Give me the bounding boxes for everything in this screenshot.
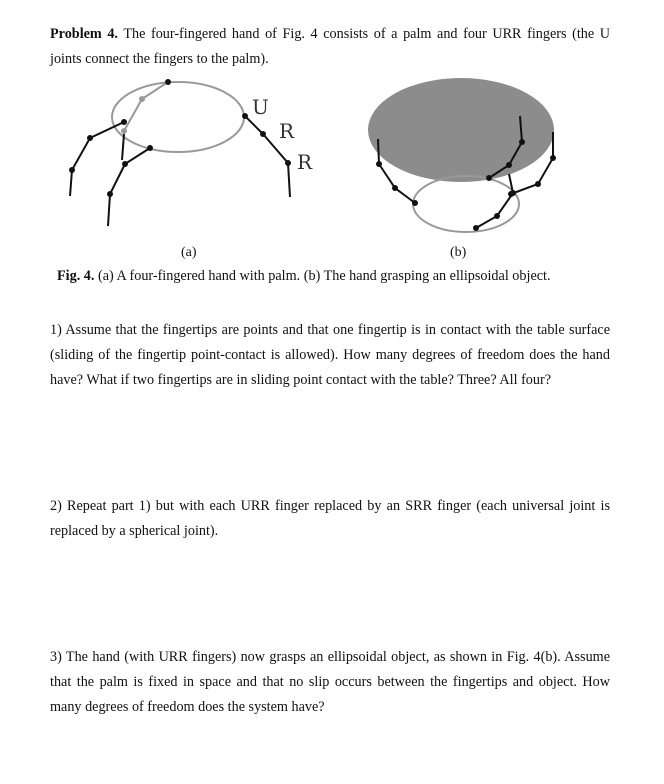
- joint-dot: [147, 145, 153, 151]
- joint-dot: [392, 185, 398, 191]
- figure-4: [48, 76, 628, 266]
- joint-dot: [121, 128, 127, 134]
- problem-text: The four-fingered hand of Fig. 4 consists of a palm and four URR fingers (the U joints connect the fingers to the palm).: [50, 26, 610, 67]
- joint-dot: [550, 155, 556, 161]
- joint-dot: [121, 119, 127, 125]
- subfigure-label-a: (a): [181, 245, 197, 260]
- question-1: 1) Assume that the fingertips are points and that one fingertip is in contact with the table surface (sliding of the fingertip point-contact is allowed). How many degrees of freedom does the hand have? What if two fingertips are in sliding point contact with the table? Three? All four?: [50, 322, 610, 388]
- finger-a-inner: [122, 134, 124, 160]
- joint-dot: [122, 161, 128, 167]
- question-2: 2) Repeat part 1) but with each URR finger replaced by an SRR finger (each universal joint is replaced by a spherical joint).: [50, 498, 610, 539]
- finger-a-back: [124, 82, 168, 131]
- caption-text: (a) A four-fingered hand with palm. (b) The hand grasping an ellipsoidal object.: [97, 268, 551, 284]
- joint-dot: [535, 181, 541, 187]
- joint-dot: [165, 79, 171, 85]
- finger-a-front: [108, 148, 150, 226]
- problem-statement: [50, 22, 610, 72]
- joint-dot: [69, 167, 75, 173]
- joint-dot: [412, 200, 418, 206]
- joint-dot: [510, 190, 516, 196]
- joint-dot: [107, 191, 113, 197]
- joint-dot: [519, 139, 525, 145]
- finger-a-left: [70, 122, 124, 196]
- joint-dot: [260, 131, 266, 137]
- joint-dot: [376, 161, 382, 167]
- joint-dot: [506, 162, 512, 168]
- joint-dot: [494, 213, 500, 219]
- palm-b: [368, 78, 554, 182]
- finger-b-4: [476, 174, 513, 228]
- joint-label-r1: R: [279, 119, 295, 143]
- joint-dot: [242, 113, 248, 119]
- joint-dot: [139, 96, 145, 102]
- question-3: 3) The hand (with URR fingers) now grasps an ellipsoidal object, as shown in Fig. 4(b). Assume that the palm is fixed in space and that no slip occurs between the fingertips and object. How many degrees of freedom does the system have?: [50, 649, 610, 715]
- joint-label-r2: R: [297, 150, 313, 174]
- subfigure-label-b: (b): [450, 245, 467, 260]
- joint-dot: [473, 225, 479, 231]
- caption-label: Fig. 4.: [57, 268, 95, 284]
- joint-dot: [486, 175, 492, 181]
- ellipsoid-object: [413, 176, 519, 232]
- joint-label-u: U: [252, 95, 269, 119]
- joint-dot: [87, 135, 93, 141]
- joint-dot: [285, 160, 291, 166]
- problem-heading: Problem 4.: [50, 26, 118, 42]
- figure-caption: [57, 268, 551, 285]
